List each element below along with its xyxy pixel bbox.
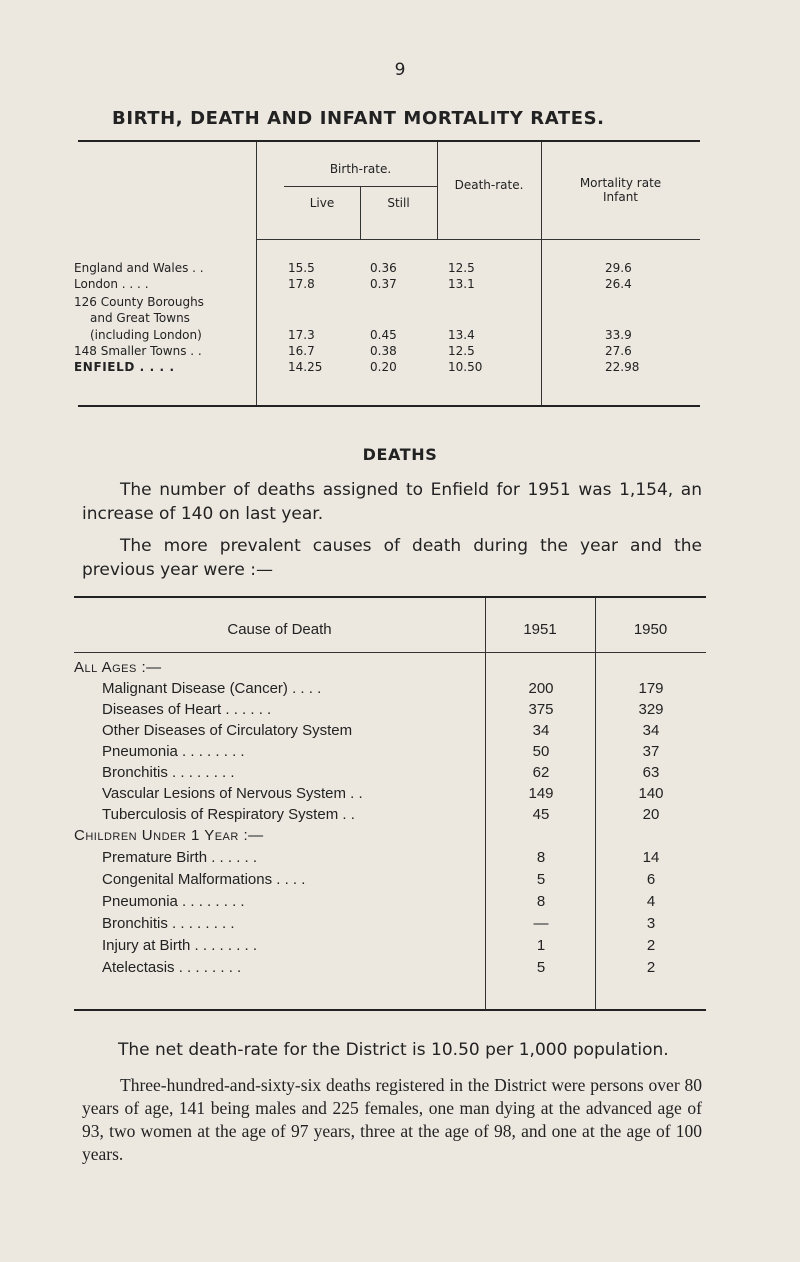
table-row — [74, 360, 700, 374]
deaths-paragraph-1 — [82, 478, 702, 526]
value-1951: 8 — [536, 849, 546, 866]
value-1950: 2 — [646, 959, 656, 976]
table-bottom-rule — [74, 1009, 706, 1011]
row-label: ENFIELD . . . . — [74, 360, 175, 374]
table-row — [74, 849, 706, 870]
value-1950: 2 — [646, 937, 656, 954]
value-1951: 8 — [536, 893, 546, 910]
value-1951: 375 — [528, 701, 554, 718]
cause-header: Cause of Death — [227, 621, 332, 638]
row-label: London . . . . — [74, 277, 149, 291]
live-value: 14.25 — [288, 360, 323, 374]
death-rate-header: Death-rate. — [454, 178, 524, 192]
cause-label: Atelectasis . . . . . . . . — [102, 959, 242, 976]
row-label: England and Wales . . — [74, 261, 204, 275]
live-value: 17.3 — [288, 328, 315, 342]
still-header: Still — [387, 196, 410, 210]
cause-label: Bronchitis . . . . . . . . — [102, 915, 235, 932]
group-label: Children Under 1 Year :— — [74, 827, 264, 844]
table-row — [74, 701, 706, 722]
value-1951: — — [533, 915, 549, 932]
cause-label: Bronchitis . . . . . . . . — [102, 764, 235, 781]
year-1951-header: 1951 — [523, 621, 557, 638]
cause-label: Diseases of Heart . . . . . . — [102, 701, 272, 718]
value-1951: 34 — [532, 722, 550, 739]
mortality-header-line2: Infant — [602, 190, 639, 204]
value-1951: 1 — [536, 937, 546, 954]
cause-label: Congenital Malformations . . . . — [102, 871, 306, 888]
mortality-header-line1: Mortality rate — [579, 176, 662, 190]
still-value: 0.45 — [370, 328, 397, 342]
value-1950: 179 — [638, 680, 664, 697]
table-row — [74, 785, 706, 806]
table-row — [74, 871, 706, 892]
still-value: 0.38 — [370, 344, 397, 358]
table-row — [74, 261, 700, 275]
value-1951: 5 — [536, 959, 546, 976]
mortality-header — [541, 176, 700, 204]
value-1950: 63 — [642, 764, 660, 781]
row-label: 148 Smaller Towns . . — [74, 344, 202, 358]
deaths-paragraph-2 — [82, 534, 702, 582]
death-value: 10.50 — [448, 360, 483, 374]
cause-label: Premature Birth . . . . . . — [102, 849, 258, 866]
value-1950: 4 — [646, 893, 656, 910]
infant-value: 26.4 — [605, 277, 632, 291]
infant-value: 33.9 — [605, 328, 632, 342]
causes-table — [74, 596, 706, 1016]
header-divider — [74, 652, 706, 653]
value-1951: 50 — [532, 743, 550, 760]
page-number: 9 — [394, 60, 406, 80]
value-1951: 149 — [528, 785, 554, 802]
table-row — [74, 722, 706, 743]
cause-label: Vascular Lesions of Nervous System . . — [102, 785, 363, 802]
value-1950: 34 — [642, 722, 660, 739]
cause-label: Injury at Birth . . . . . . . . — [102, 937, 258, 954]
year-1950-header: 1950 — [633, 621, 668, 638]
table-row — [74, 806, 706, 827]
paragraph-text: The number of deaths assigned to Enfield for 1951 was 1,154, an increase of 140 on last year. — [82, 480, 702, 524]
table-row — [78, 311, 700, 325]
table-bottom-rule — [78, 405, 700, 407]
value-1950: 329 — [638, 701, 664, 718]
rates-heading: BIRTH, DEATH AND INFANT MORTALITY RATES. — [112, 108, 605, 129]
value-1951: 5 — [536, 871, 546, 888]
live-value: 15.5 — [288, 261, 315, 275]
birth-rate-header: Birth-rate. — [329, 162, 392, 176]
death-value: 13.4 — [448, 328, 475, 342]
table-top-rule — [78, 140, 700, 142]
cause-label: Malignant Disease (Cancer) . . . . — [102, 680, 322, 697]
live-value: 17.8 — [288, 277, 315, 291]
value-1950: 140 — [638, 785, 664, 802]
rates-table — [74, 140, 700, 408]
value-1950: 20 — [642, 806, 660, 823]
paragraph-text: The more prevalent causes of death during the year and the previous year were :— — [82, 536, 702, 580]
table-row — [74, 295, 700, 309]
cause-label: Other Diseases of Circulatory System — [102, 722, 353, 739]
table-row — [74, 344, 700, 358]
column-divider — [360, 186, 361, 240]
table-row — [74, 743, 706, 764]
table-top-rule — [74, 596, 706, 598]
infant-value: 27.6 — [605, 344, 632, 358]
value-1950: 3 — [646, 915, 656, 932]
deaths-paragraph-3 — [82, 1074, 702, 1166]
cause-label: Pneumonia . . . . . . . . — [102, 893, 245, 910]
live-value: 16.7 — [288, 344, 315, 358]
row-label: (including London) — [90, 328, 202, 342]
cause-label: Pneumonia . . . . . . . . — [102, 743, 245, 760]
group-heading — [74, 827, 706, 848]
table-row — [74, 277, 700, 291]
death-value: 12.5 — [448, 261, 475, 275]
row-label: and Great Towns — [90, 311, 190, 325]
death-value: 13.1 — [448, 277, 475, 291]
value-1950: 14 — [642, 849, 660, 866]
still-value: 0.36 — [370, 261, 397, 275]
table-row — [74, 764, 706, 785]
header-divider — [256, 239, 700, 240]
paragraph-text: Three-hundred-and-sixty-six deaths registered in the District were persons over 80 years of age, 141 being males and 225 females, one man dying at the advanced age of 93, two women at the age of 97 years, three at the age of 98, and one at the age of 100 years. — [82, 1075, 702, 1164]
table-row — [78, 328, 700, 342]
table-row — [74, 937, 706, 958]
group-label: All Ages :— — [74, 659, 162, 676]
value-1950: 6 — [646, 871, 656, 888]
infant-value: 29.6 — [605, 261, 632, 275]
table-row — [74, 680, 706, 701]
still-value: 0.37 — [370, 277, 397, 291]
row-label: 126 County Boroughs — [74, 295, 204, 309]
infant-value: 22.98 — [605, 360, 640, 374]
table-row — [74, 915, 706, 936]
live-header: Live — [309, 196, 335, 210]
table-row — [74, 893, 706, 914]
death-value: 12.5 — [448, 344, 475, 358]
value-1951: 45 — [532, 806, 550, 823]
deaths-heading: DEATHS — [362, 445, 438, 464]
value-1950: 37 — [642, 743, 660, 760]
value-1951: 200 — [528, 680, 554, 697]
cause-label: Tuberculosis of Respiratory System . . — [102, 806, 355, 823]
table-row — [74, 959, 706, 980]
net-death-rate-text: The net death-rate for the District is 10.50 per 1,000 population. — [118, 1040, 669, 1060]
still-value: 0.20 — [370, 360, 397, 374]
group-heading — [74, 659, 706, 680]
header-divider — [284, 186, 437, 187]
value-1951: 62 — [532, 764, 550, 781]
